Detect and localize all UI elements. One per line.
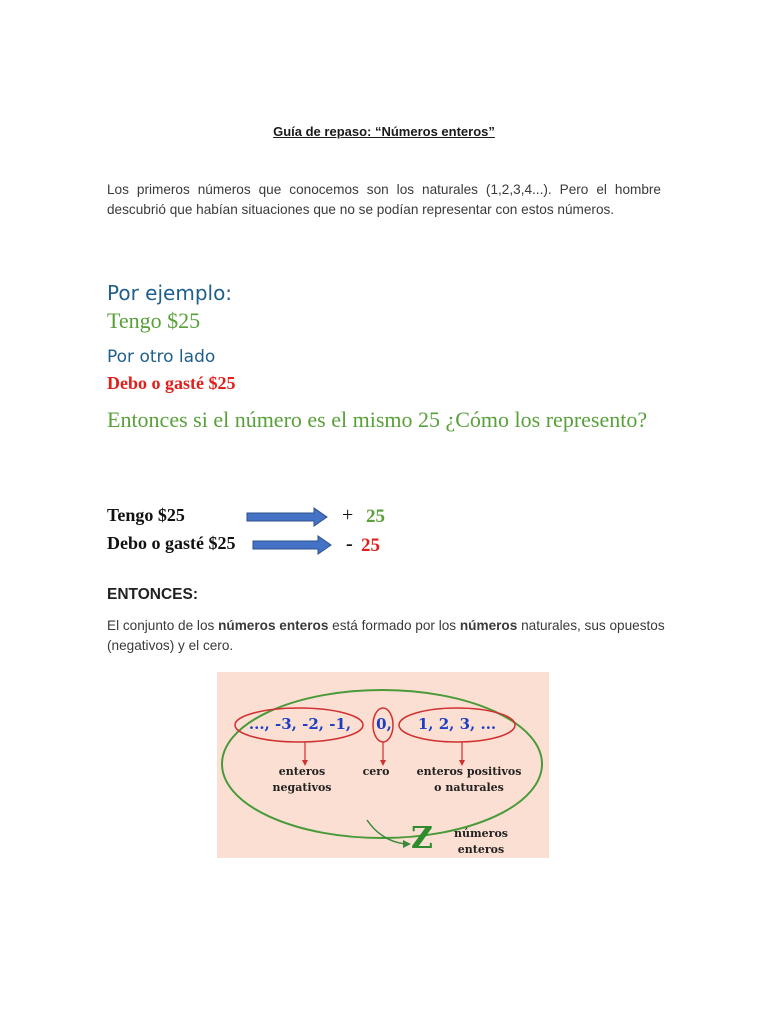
zero-label: cero	[362, 765, 390, 778]
plus-sign: +	[342, 504, 354, 526]
integers-diagram	[217, 672, 549, 858]
zero-number: 0,	[376, 715, 392, 733]
conj-text-2: está formado por los	[328, 618, 460, 633]
question-text: Entonces si el número es el mismo 25 ¿Cómo los represento?	[107, 407, 648, 432]
right-arrow-icon	[252, 535, 332, 555]
conj-bold-2: números	[459, 618, 518, 633]
por-otro-lado-heading: Por otro lado	[107, 347, 216, 367]
conj-text-1: El conjunto de los	[107, 618, 219, 633]
conjunto-paragraph	[107, 616, 667, 656]
z-symbol: Z	[411, 821, 433, 856]
row-debo-label: Debo o gasté $25	[107, 533, 236, 553]
tengo-text: Tengo $25	[107, 308, 201, 333]
minus-sign: -	[346, 533, 353, 555]
row-tengo-label: Tengo $25	[107, 505, 185, 525]
positive-numbers: 1, 2, 3, ...	[417, 715, 497, 733]
negative-value: 25	[361, 535, 380, 556]
negatives-label-2: negativos	[272, 781, 332, 794]
positives-label-1: enteros positivos	[416, 765, 522, 778]
positives-label-2: o naturales	[434, 781, 504, 794]
z-pointer	[367, 820, 407, 844]
debo-text: Debo o gasté $25	[107, 373, 236, 393]
intro-paragraph: Los primeros números que conocemos son los naturales (1,2,3,4...). Pero el hombre descubrió que habían situaciones que no se podían representar con estos números.	[107, 182, 661, 217]
negative-numbers: ..., -3, -2, -1,	[248, 715, 352, 733]
z-label-1: números	[454, 827, 508, 840]
positive-value: 25	[366, 506, 385, 527]
entonces-heading: ENTONCES:	[107, 586, 199, 603]
page-title: Guía de repaso: “Números enteros”	[273, 124, 495, 139]
z-label-2: enteros	[457, 843, 505, 856]
right-arrow-icon	[246, 507, 328, 527]
conj-text-3: naturales, sus opuestos (negativos) y el cero.	[107, 618, 665, 653]
por-ejemplo-heading: Por ejemplo:	[107, 281, 233, 305]
conj-bold-1: números enteros	[218, 618, 329, 633]
negatives-label-1: enteros	[278, 765, 326, 778]
